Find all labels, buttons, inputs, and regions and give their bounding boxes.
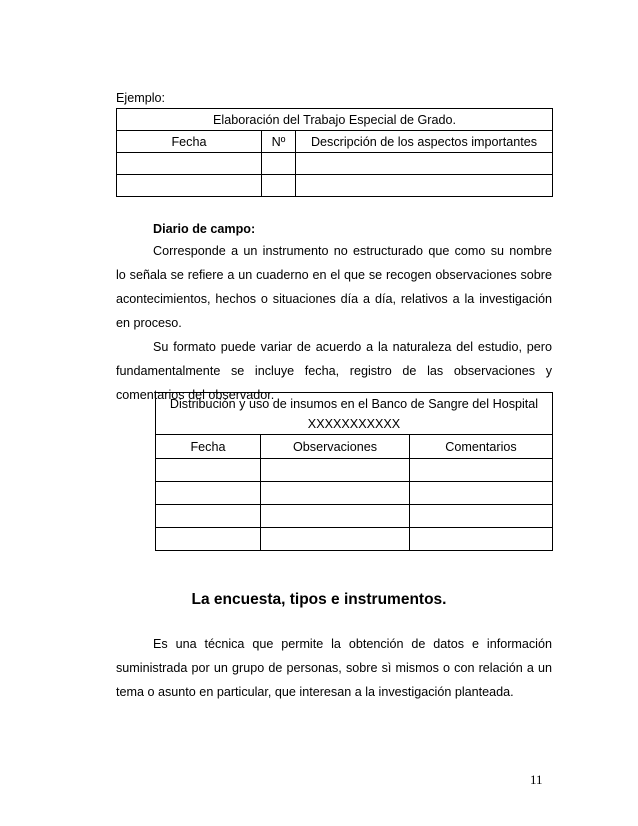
table-row	[117, 153, 553, 175]
table-cell	[262, 175, 296, 197]
table-cell	[117, 153, 262, 175]
table-cell	[410, 505, 553, 528]
table-cell	[261, 459, 410, 482]
table-cell	[410, 459, 553, 482]
encuesta-line: suministrada por un grupo de personas, sobre sì mismos o con relación a un	[116, 661, 552, 675]
encuesta-line: tema o asunto en particular, que interesan a la investigación planteada.	[116, 685, 514, 699]
table-cell	[156, 505, 261, 528]
table-row	[156, 482, 553, 505]
table-cell	[117, 175, 262, 197]
diario-p1-line: lo señala se refiere a un cuaderno en el que se recogen observaciones sobre	[116, 268, 552, 282]
diario-p1-line: Corresponde a un instrumento no estructurado que como su nombre	[153, 244, 552, 258]
table-cell	[410, 528, 553, 551]
insumos-table-header-comentarios: Comentarios	[410, 435, 553, 459]
table-cell	[156, 482, 261, 505]
table-cell	[262, 153, 296, 175]
example-table-header-fecha: Fecha	[117, 131, 262, 153]
table-cell	[261, 528, 410, 551]
page-number: 11	[530, 772, 543, 787]
insumos-table-header-fecha: Fecha	[156, 435, 261, 459]
diario-heading: Diario de campo:	[153, 222, 256, 236]
example-table	[116, 108, 553, 197]
diario-p1-line: acontecimientos, hechos o situaciones día a día, relativos a la investigación	[116, 292, 552, 306]
insumos-table-title-line2: XXXXXXXXXXX	[307, 417, 401, 431]
example-table-title: Elaboración del Trabajo Especial de Grado.	[117, 109, 553, 131]
insumos-table	[155, 392, 553, 551]
example-table-header-numero: Nº	[262, 131, 296, 153]
table-cell	[261, 505, 410, 528]
table-row	[156, 528, 553, 551]
insumos-table-title-line1: Distribución y uso de insumos en el Banco de Sangre del Hospital	[169, 397, 539, 411]
table-cell	[156, 459, 261, 482]
diario-p1-line: en proceso.	[116, 316, 182, 330]
example-label: Ejemplo:	[116, 91, 165, 105]
table-cell	[296, 153, 553, 175]
diario-p2-line: comentarios del observador.	[116, 388, 275, 402]
table-row	[156, 505, 553, 528]
table-cell	[261, 482, 410, 505]
diario-p2-line: Su formato puede variar de acuerdo a la naturaleza del estudio, pero	[153, 340, 552, 354]
table-cell	[156, 528, 261, 551]
example-table-header-descripcion: Descripción de los aspectos importantes	[296, 131, 553, 153]
table-cell	[296, 175, 553, 197]
table-row	[156, 459, 553, 482]
table-row	[117, 175, 553, 197]
insumos-table-title	[156, 393, 553, 435]
table-cell	[410, 482, 553, 505]
section-heading: La encuesta, tipos e instrumentos.	[191, 591, 447, 608]
insumos-table-header-observaciones: Observaciones	[261, 435, 410, 459]
encuesta-line: Es una técnica que permite la obtención de datos e información	[153, 637, 552, 651]
diario-p2-line: fundamentalmente se incluye fecha, registro de las observaciones y	[116, 364, 552, 378]
